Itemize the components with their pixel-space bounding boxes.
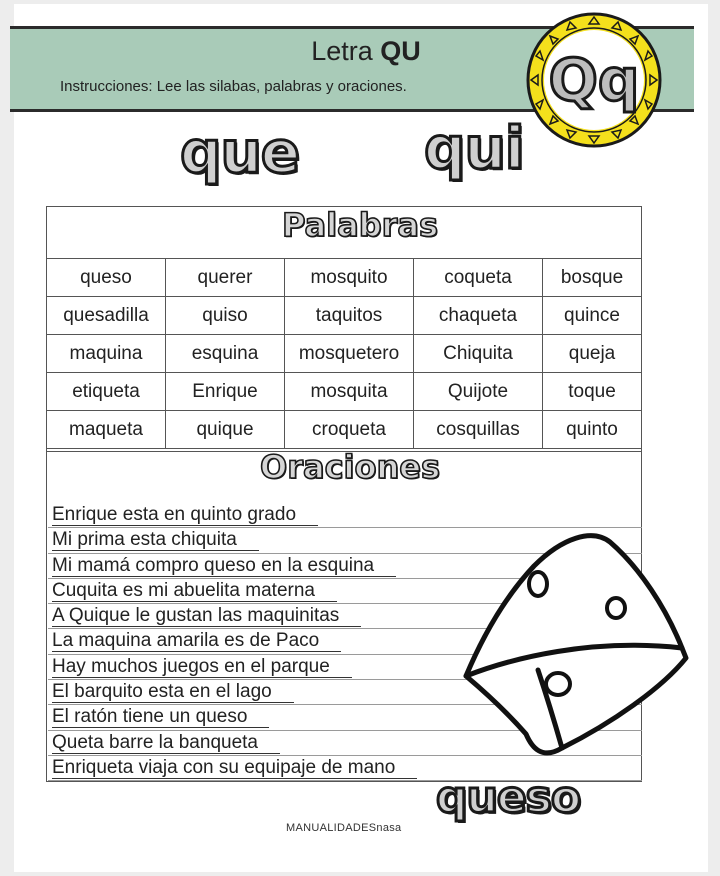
word-cell: coqueta <box>414 259 543 297</box>
sentence-text: Queta barre la banqueta <box>52 732 280 754</box>
credit-text: MANUALIDADESnasa <box>286 822 402 834</box>
sentence-text: A Quique le gustan las maquinitas <box>52 605 361 627</box>
words-heading: Palabras <box>281 206 439 244</box>
sentence-text: El ratón tiene un queso <box>52 706 269 728</box>
instructions: Instrucciones: Lee las silabas, palabras y oraciones. <box>60 78 407 95</box>
badge-letters: Qq <box>548 46 640 114</box>
word-cell: queja <box>543 335 642 373</box>
letter-badge <box>514 0 674 160</box>
syllable-qui: qui <box>424 114 524 182</box>
word-cell: quince <box>543 297 642 335</box>
word-cell: Enrique <box>166 373 285 411</box>
word-cell: mosquita <box>285 373 414 411</box>
sentences-heading: Oraciones <box>259 448 441 486</box>
footer-word: queso <box>436 772 581 823</box>
syllable-que: que <box>180 118 300 186</box>
sentence-text: Cuquita es mi abuelita materna <box>52 580 337 602</box>
sentence-text: Mi prima esta chiquita <box>52 529 259 551</box>
word-cell: bosque <box>543 259 642 297</box>
word-cell: quiso <box>166 297 285 335</box>
table-row <box>47 411 642 449</box>
word-cell: quique <box>166 411 285 449</box>
title-letters: QU <box>380 36 421 66</box>
word-cell: taquitos <box>285 297 414 335</box>
word-cell: maquina <box>47 335 166 373</box>
words-table <box>46 258 642 449</box>
word-cell: Chiquita <box>414 335 543 373</box>
word-cell: quinto <box>543 411 642 449</box>
sentence-text: Enriqueta viaja con su equipaje de mano <box>52 757 417 779</box>
word-cell: Quijote <box>414 373 543 411</box>
table-row <box>47 297 642 335</box>
word-cell: mosquito <box>285 259 414 297</box>
table-row <box>47 259 642 297</box>
sentence-text: El barquito esta en el lago <box>52 681 294 703</box>
table-row <box>47 335 642 373</box>
page-title <box>266 36 466 67</box>
word-cell: cosquillas <box>414 411 543 449</box>
word-cell: esquina <box>166 335 285 373</box>
sentence-text: Hay muchos juegos en el parque <box>52 656 352 678</box>
table-row <box>47 373 642 411</box>
word-cell: mosquetero <box>285 335 414 373</box>
sentence-text: Mi mamá compro queso en la esquina <box>52 555 396 577</box>
sentence-text: Enrique esta en quinto grado <box>52 504 318 526</box>
word-cell: toque <box>543 373 642 411</box>
word-cell: querer <box>166 259 285 297</box>
word-cell: croqueta <box>285 411 414 449</box>
word-cell: etiqueta <box>47 373 166 411</box>
sentence-text: La maquina amarila es de Paco <box>52 630 341 652</box>
title-prefix: Letra <box>311 36 373 66</box>
cheese-illustration <box>442 498 704 784</box>
word-cell: chaqueta <box>414 297 543 335</box>
word-cell: quesadilla <box>47 297 166 335</box>
word-cell: queso <box>47 259 166 297</box>
word-cell: maqueta <box>47 411 166 449</box>
